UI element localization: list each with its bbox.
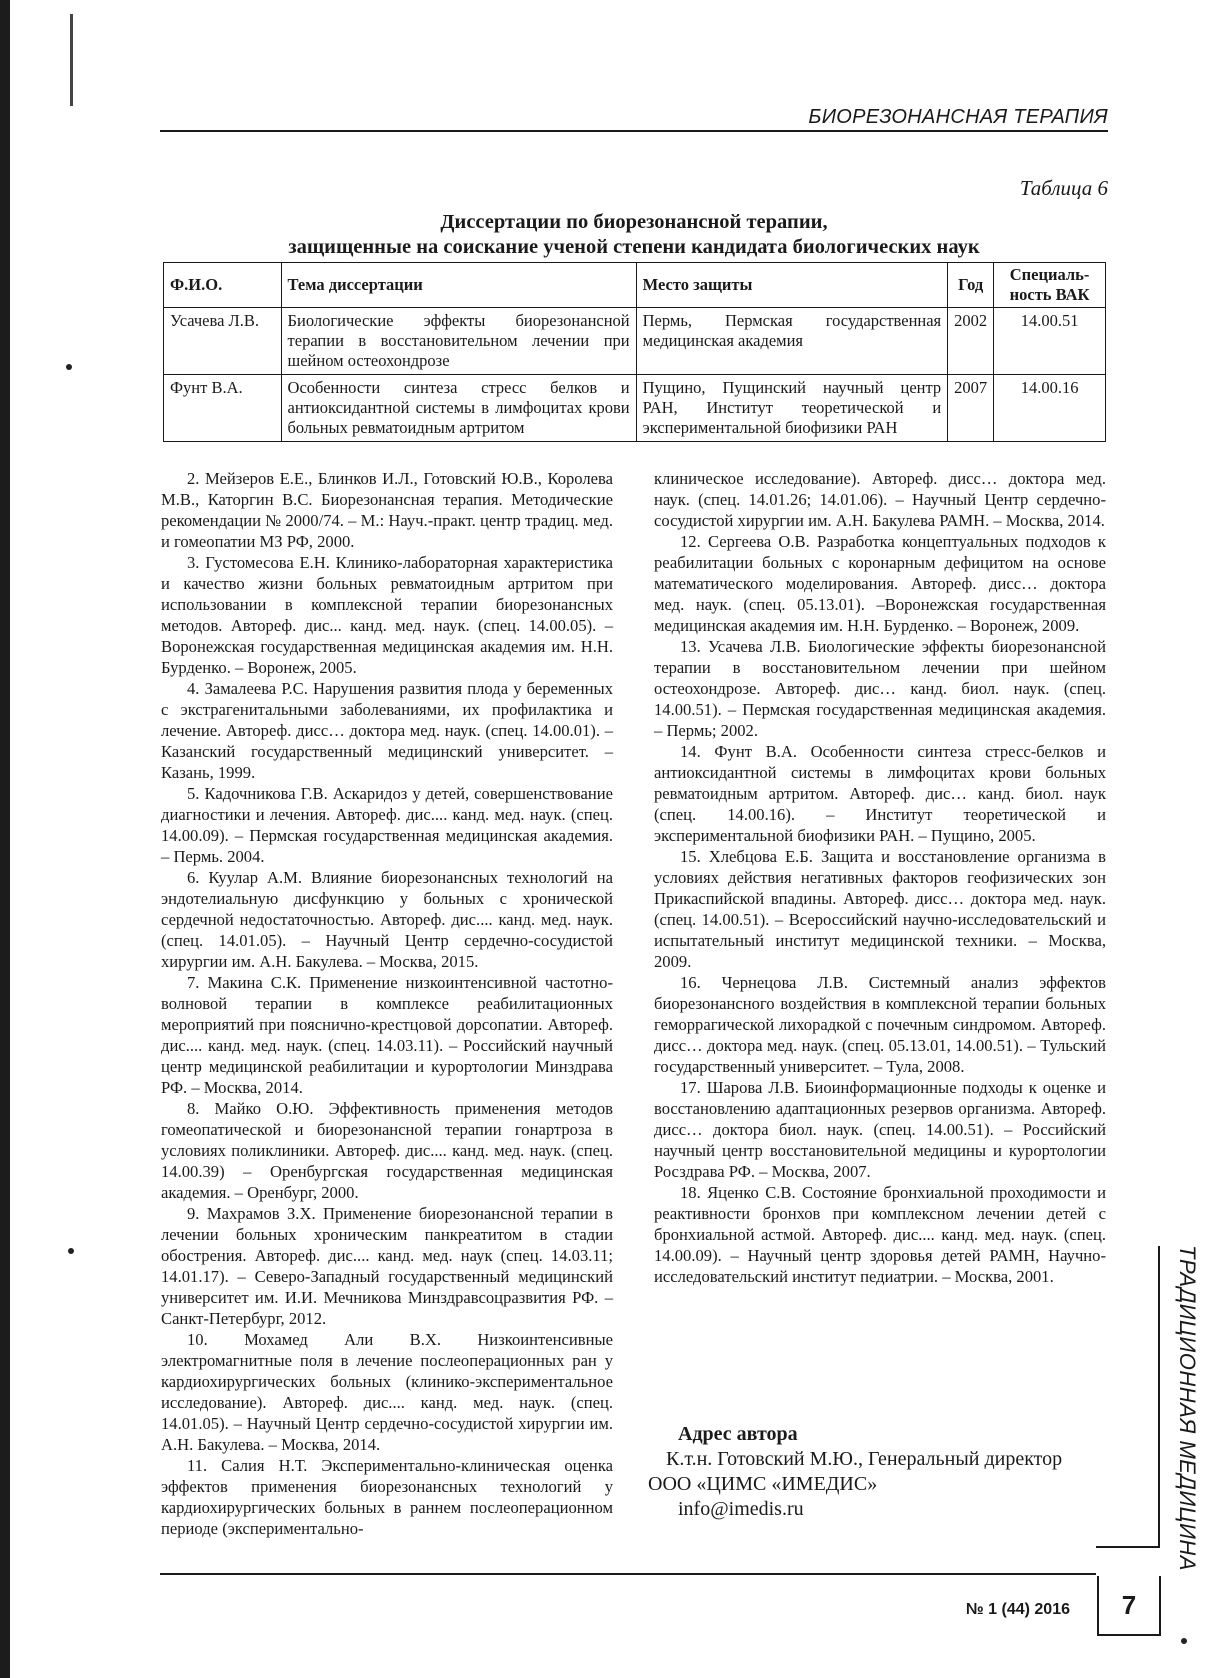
reference-item: 3. Густомесова Е.Н. Клинико-лабораторная характеристика и качество жизни больных ревматоидным артритом при использовании в комплексной терапии биорезонансных методов. Автореф. дис... канд. мед. наук. (спец. 14.00.05). – Воронежская государственная медицинская академия им. Н.Н. Бурденко. – Воронеж, 2005.: [161, 553, 613, 677]
reference-item: 16. Чернецова Л.В. Системный анализ эффектов биорезонансного воздействия в комплексной терапии больных геморрагической лихорадкой с почечным синдромом. Автореф. дисс… доктора мед. наук. (спец. 05.13.01, 14.00.51). – Тульский государственный университет. – Тула, 2008.: [654, 973, 1106, 1076]
reference-item: 15. Хлебцова Е.Б. Защита и восстановление организма в условиях действия негативных факторов геофизических зон Прикаспийской впадины. Автореф. дисс… доктора мед. наук. (спец. 14.00.51). – Всероссийский научно-исследовательский и испытательный институт медицинской техники. – Москва, 2009.: [654, 847, 1106, 971]
page-number: 7: [1121, 1589, 1137, 1620]
footer-rule: [160, 1573, 1096, 1575]
dissertations-table: [163, 262, 1106, 442]
reference-item: 12. Сергеева О.В. Разработка концептуальных подходов к реабилитации больных с коронарным дефицитом на основе математического моделирования. Автореф. дисс… доктора мед. наук. (спец. 05.13.01). –Воронежская государственная медицинская академия им. Н.Н. Бурденко. – Воронеж, 2009.: [654, 532, 1106, 635]
table-cell-year: 2007: [948, 375, 994, 442]
table-header-row: [164, 263, 1106, 308]
scan-dot: [68, 1248, 74, 1254]
reference-item: 4. Замалеева Р.С. Нарушения развития плода у беременных с экстрагенитальными заболеваниями, их профилактика и лечение. Автореф. дисс… доктора мед. наук. (спец. 14.00.01). – Казанский государственный медицинский университет. – Казань, 1999.: [161, 679, 613, 782]
reference-item: 7. Макина С.К. Применение низкоинтенсивной частотно-волновой терапии в комплексе реабилитационных мероприятий при пояснично-крестцовой дорсопатии. Автореф. дис.... канд. мед. наук. (спец. 14.03.11). – Российский научный центр медицинской реабилитации и курортологии Минздрава РФ. – Москва, 2014.: [161, 973, 613, 1097]
author-address-block: [648, 1422, 1118, 1522]
reference-item: 17. Шарова Л.В. Биоинформационные подходы к оценке и восстановлению адаптационных резервов организма. Автореф. дисс… доктора биол. наук. (спец. 14.00.51). – Российский научный центр восстановительной медицины и курортологии Росздрава РФ. – Москва, 2007.: [654, 1078, 1106, 1181]
page-number-box: [1097, 1576, 1161, 1636]
table-cell-name: Фунт В.А.: [164, 375, 282, 442]
reference-item: 8. Майко О.Ю. Эффективность применения методов гомеопатической и биорезонансной терапии гонартроза в условиях поликлиники. Автореф. дис.... канд. мед. наук. (спец. 14.00.39) – Оренбургская государственная медицинская академия. – Оренбург, 2000.: [161, 1099, 613, 1202]
table-cell-topic: Биологические эффекты биорезонансной терапии в восстановительном лечении при шейном остеохондрозе: [281, 308, 636, 375]
column-header: Тема диссертации: [281, 263, 636, 308]
reference-item: 11. Салия Н.Т. Экспериментально-клиническая оценка эффектов применения биорезонансных технологий у кардиохирургических больных в раннем послеоперационном периоде (экспериментально-: [161, 1456, 613, 1538]
table-cell-code: 14.00.51: [994, 308, 1106, 375]
author-organization: ООО «ЦИМС «ИМЕДИС»: [648, 1473, 878, 1495]
side-frame-line: [1096, 1546, 1160, 1548]
column-header: Ф.И.О.: [164, 263, 282, 308]
reference-item: 2. Мейзеров Е.Е., Блинков И.Л., Готовский Ю.В., Королева М.В., Каторгин В.С. Биорезонансная терапия. Методические рекомендации № 2000/74. – М.: Науч.-практ. центр традиц. мед. и гомеопатии МЗ РФ, 2000.: [161, 469, 613, 551]
table-title: [160, 210, 1108, 260]
table-cell-topic: Особенности синтеза стресс белков и антиоксидантной системы в лимфоцитах крови больных ревматоидным артритом: [281, 375, 636, 442]
author-address-title: Адрес автора: [678, 1423, 798, 1445]
table-row: [164, 308, 1106, 375]
column-header: Специаль-ность ВАК: [994, 263, 1106, 308]
references-right-column: [654, 468, 1106, 1287]
table-title-line: Диссертации по биорезонансной терапии,: [440, 211, 828, 233]
header-rule: [160, 130, 1108, 132]
reference-item: 10. Мохамед Али В.Х. Низкоинтенсивные электромагнитные поля в лечение послеоперационных ран у кардиохирургических больных (клинико-экспериментальное исследование). Автореф. дис.... канд. мед. наук. (спец. 14.01.05). – Научный Центр сердечно-сосудистой хирургии им. А.Н. Бакулева. – Москва, 2014.: [161, 1330, 613, 1454]
author-email: info@imedis.ru: [678, 1498, 804, 1520]
reference-continuation: клиническое исследование). Автореф. дисс… доктора мед. наук. (спец. 14.01.26; 14.01.06). – Научный Центр сердечно-сосудистой хирургии им. А.Н. Бакулева РАМН. – Москва, 2014.: [654, 469, 1106, 530]
table-cell-year: 2002: [948, 308, 994, 375]
reference-item: 14. Фунт В.А. Особенности синтеза стресс-белков и антиоксидантной системы в лимфоцитах крови больных ревматоидным артритом. Автореф. дис… канд. биол. наук (спец. 14.00.16). – Институт теоретической и экспериментальной биофизики РАН. – Пущино, 2005.: [654, 742, 1106, 845]
scan-dot: [1181, 1638, 1187, 1644]
column-header: Место защиты: [636, 263, 948, 308]
table-cell-place: Пермь, Пермская государственная медицинская академия: [636, 308, 948, 375]
table-title-line: защищенные на соискание ученой степени кандидата биологических наук: [288, 236, 980, 258]
table-label: Таблица 6: [1019, 176, 1108, 200]
reference-item: 18. Яценко С.В. Состояние бронхиальной проходимости и реактивности бронхов при комплексном лечении детей с бронхиальной астмой. Автореф. дис.... канд. мед. наук. (спец. 14.00.09). – Научный центр здоровья детей РАМН, Научно-исследовательский институт педиатрии. – Москва, 2001.: [654, 1183, 1106, 1286]
scan-artifact-mark: [70, 14, 73, 106]
section-header: БИОРЕЗОНАНСНАЯ ТЕРАПИЯ: [808, 106, 1108, 128]
scan-dot: [66, 364, 72, 370]
scan-edge-bar: [0, 0, 10, 1678]
reference-item: 6. Куулар А.М. Влияние биорезонансных технологий на эндотелиальную дисфункцию у больных с хронической сердечной недостаточностью. Автореф. дис.... канд. мед. наук. (спец. 14.01.05). – Научный Центр сердечно-сосудистой хирургии им. А.Н. Бакулева. – Москва, 2015.: [161, 868, 613, 971]
reference-item: 13. Усачева Л.В. Биологические эффекты биорезонансной терапии в восстановительном лечении при шейном остеохондрозе. Автореф. дис… канд. биол. наук. (спец. 14.00.51). – Пермская государственная медицинская академия. – Пермь; 2002.: [654, 637, 1106, 740]
table-row: [164, 375, 1106, 442]
issue-number: № 1 (44) 2016: [965, 1601, 1070, 1618]
table-cell-place: Пущино, Пущинский научный центр РАН, Институт теоретической и экспериментальной биофизики РАН: [636, 375, 948, 442]
journal-side-label: ТРАДИЦИОННАЯ МЕДИЦИНА: [1175, 1245, 1200, 1571]
author-name-line: К.т.н. Готовский М.Ю., Генеральный директор: [666, 1448, 1063, 1470]
column-header: Год: [948, 263, 994, 308]
table-cell-name: Усачева Л.В.: [164, 308, 282, 375]
reference-item: 9. Махрамов З.Х. Применение биорезонансной терапии в лечении больных хроническим панкреатитом в стадии обострения. Автореф. дис.... канд. мед. наук (спец. 14.03.11; 14.01.17). – Северо-Западный государственный медицинский университет им. И.И. Мечникова Минздравсоцразвития РФ. – Санкт-Петербург, 2012.: [161, 1204, 613, 1328]
reference-item: 5. Кадочникова Г.В. Аскаридоз у детей, совершенствование диагностики и лечения. Автореф. дис.... канд. мед. наук. (спец. 14.00.09). – Пермская государственная медицинская академия. – Пермь. 2004.: [161, 784, 613, 866]
table-cell-code: 14.00.16: [994, 375, 1106, 442]
side-frame-line: [1158, 1246, 1160, 1546]
references-left-column: [161, 468, 613, 1539]
